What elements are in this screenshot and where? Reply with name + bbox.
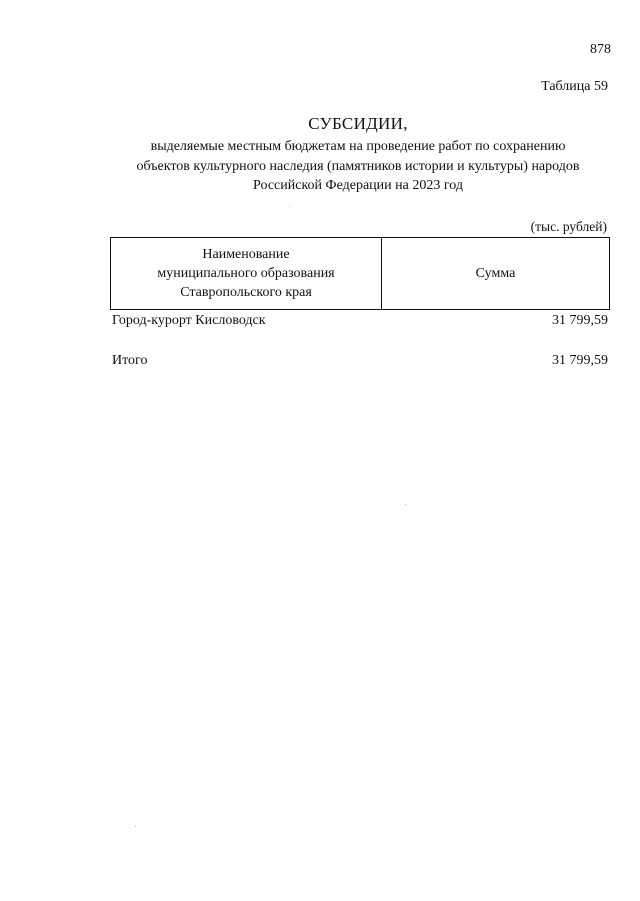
table-total-row (112, 353, 608, 369)
header-cell-sum: Сумма (475, 265, 516, 281)
scan-speck (405, 504, 406, 505)
header-name-line: Ставропольского края (180, 285, 312, 300)
header-name-line: Наименование (202, 247, 290, 262)
total-amount: 31 799,59 (552, 353, 608, 368)
table-label: Таблица 59 (541, 79, 608, 94)
row-municipality-name: Город-курорт Кисловодск (112, 313, 266, 328)
page-number: 878 (590, 42, 611, 57)
subtitle-line: объектов культурного наследия (памятников истории и культуры) народов (136, 158, 580, 174)
total-label: Итого (112, 353, 148, 368)
table-row (112, 313, 608, 329)
header-name-line: муниципального образования (157, 266, 335, 281)
row-amount: 31 799,59 (552, 313, 608, 328)
subtitle-line: Российской Федерации на 2023 год (253, 178, 463, 193)
header-cell-name (111, 238, 382, 309)
units-label: (тыс. рублей) (530, 219, 607, 234)
table-header (110, 237, 610, 310)
document-subtitle (0, 137, 640, 196)
document-heading: СУБСИДИИ, (308, 114, 408, 133)
scan-speck (135, 826, 136, 827)
scan-speck (289, 206, 290, 207)
subtitle-line: выделяемые местным бюджетам на проведение работ по сохранению (150, 139, 566, 154)
